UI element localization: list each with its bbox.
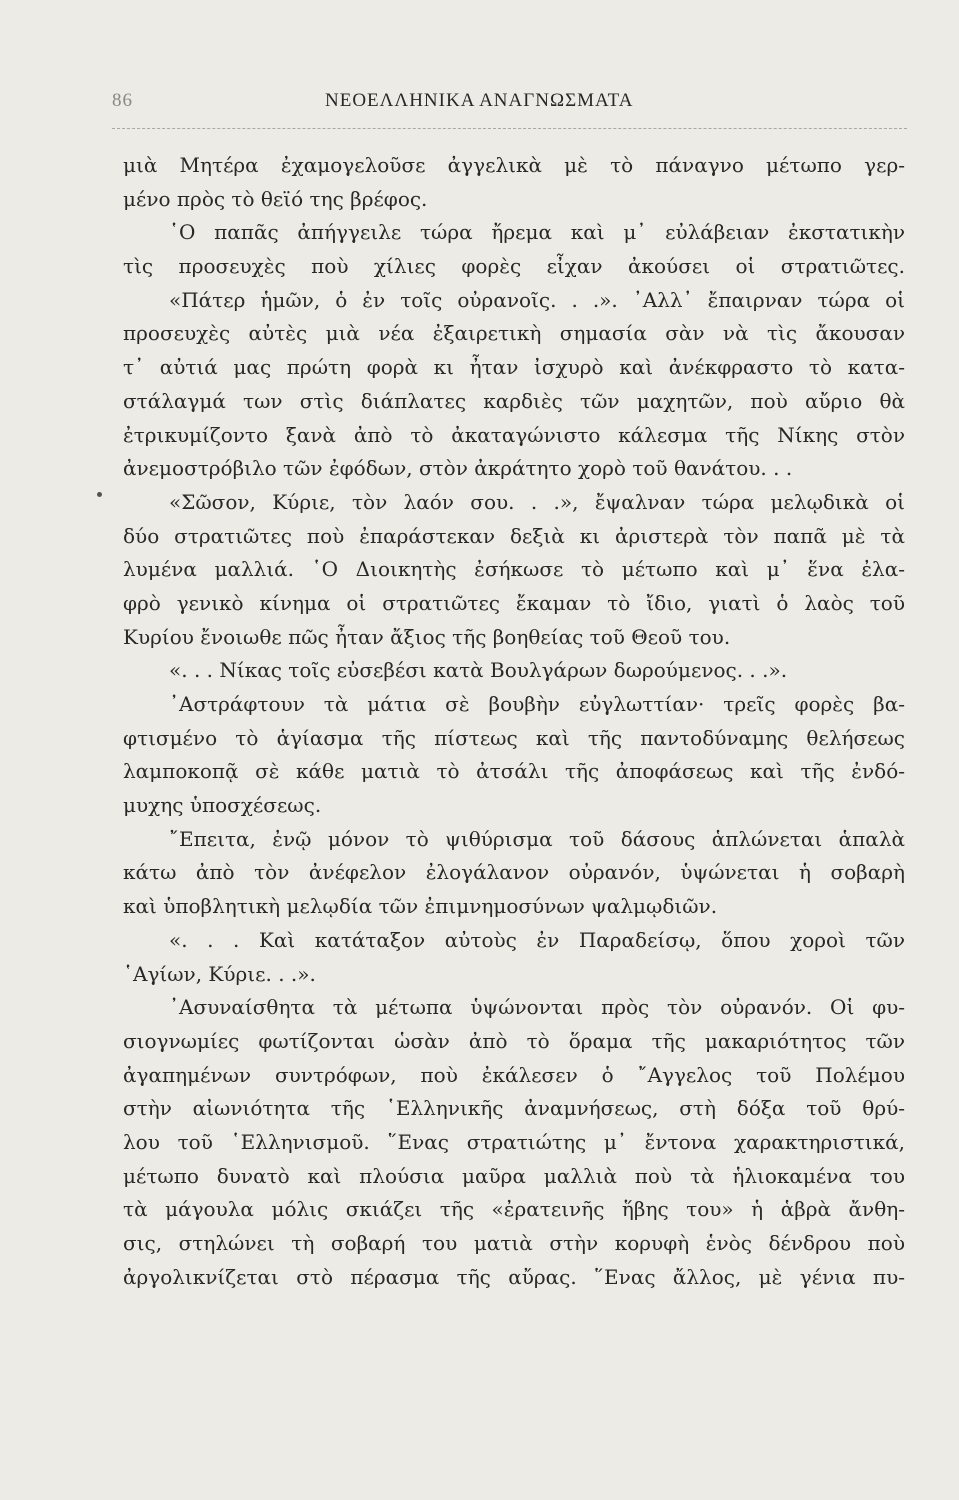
running-head [112, 90, 912, 120]
text-line: μένο πρὸς τὸ θεϊό της βρέφος. [123, 186, 428, 211]
text-line: στὴν αἰωνιότητα τῆς ῾Ελληνικῆς ἀναμνήσεως, στὴ δόξα τοῦ θρύ- [123, 1096, 905, 1121]
text-line: ῾Αγίων, Κύριε. . .». [123, 961, 316, 986]
text-line: κάτω ἀπὸ τὸν ἀνέφελον ἐλογάλανον οὐρανόν, ὑψώνεται ἡ σοβαρὴ [123, 860, 905, 885]
text-line: δύο στρατιῶτες ποὺ ἐπαράστεκαν δεξιὰ κι ἀριστερὰ τὸν παπᾶ μὲ τὰ [123, 523, 905, 548]
text-line: ῎Επειτα, ἐνῷ μόνον τὸ ψιθύρισμα τοῦ δάσους ἁπλώνεται ἁπαλὰ [169, 826, 905, 851]
text-line: Κυρίου ἔνοιωθε πῶς ἦταν ἄξιος τῆς βοηθείας τοῦ Θεοῦ του. [123, 624, 731, 649]
margin-mark [97, 492, 102, 497]
text-line: λαμποκοπᾷ σὲ κάθε ματιὰ τὸ ἀτσάλι τῆς ἀποφάσεως καὶ τῆς ἐνδό- [123, 759, 905, 784]
text-line: ῾Ο παπᾶς ἀπήγγειλε τώρα ἤρεμα καὶ μ᾽ εὐλάβειαν ἐκστατικὴν [169, 220, 905, 245]
text-line: τὰ μάγουλα μόλις σκιάζει τῆς «ἐρατεινῆς ἥβης του» ἡ ἁβρὰ ἄνθη- [123, 1197, 905, 1222]
text-line: προσευχὲς αὐτὲς μιὰ νέα ἐξαιρετικὴ σημασία σὰν νὰ τὶς ἄκουσαν [123, 321, 905, 346]
text-line: «Πάτερ ἡμῶν, ὁ ἐν τοῖς οὐρανοῖς. . .». ᾿Αλλ᾽ ἔπαιρναν τώρα οἱ [169, 287, 905, 312]
text-line: μυχης ὑποσχέσεως. [123, 793, 322, 818]
text-line: ᾿Ασυναίσθητα τὰ μέτωπα ὑψώνονται πρὸς τὸν οὐρανόν. Οἱ φυ- [169, 995, 905, 1020]
text-line: ἀργολικνίζεται στὸ πέρασμα τῆς αὔρας. ῞Ενας ἄλλος, μὲ γένια πυ- [123, 1264, 905, 1289]
text-line: φτισμένο τὸ ἁγίασμα τῆς πίστεως καὶ τῆς παντοδύναμης θελήσεως [123, 725, 905, 750]
header-rule [112, 128, 907, 129]
text-line: καὶ ὑποβλητικὴ μελῳδία τῶν ἐπιμνημοσύνων ψαλμῳδιῶν. [123, 894, 718, 919]
text-line: στάλαγμά των στὶς διάπλατες καρδιὲς τῶν μαχητῶν, ποὺ αὔριο θὰ [123, 388, 905, 413]
running-title: ΝΕΟΕΛΛΗΝΙΚΑ ΑΝΑΓΝΩΣΜΑΤΑ [325, 90, 634, 111]
page-number: 86 [112, 90, 133, 111]
text-line: λου τοῦ ῾Ελληνισμοῦ. ῞Ενας στρατιώτης μ᾽ ἔντονα χαρακτηριστικά, [123, 1129, 905, 1154]
body-text [123, 149, 905, 1294]
text-line: σιογνωμίες φωτίζονται ὡσὰν ἀπὸ τὸ ὅραμα τῆς μακαριότητος τῶν [123, 1028, 905, 1053]
text-line: σις, στηλώνει τὴ σοβαρή του ματιὰ στὴν κορυφὴ ἑνὸς δένδρου ποὺ [123, 1231, 905, 1255]
text-line: ᾿Αστράφτουν τὰ μάτια σὲ βουβὴν εὐγλωττίαν· τρεῖς φορὲς βα- [169, 692, 905, 716]
text-line: ἀνεμοστρόβιλο τῶν ἐφόδων, στὸν ἀκράτητο χορὸ τοῦ θανάτου. . . [123, 456, 793, 481]
text-line: μιὰ Μητέρα ἐχαμογελοῦσε ἀγγελικὰ μὲ τὸ πάναγνο μέτωπο γερ- [123, 153, 905, 177]
text-line: «Σῶσον, Κύριε, τὸν λαόν σου. . .», ἔψαλναν τώρα μελῳδικὰ οἱ [169, 489, 905, 514]
text-line: ἀγαπημένων συντρόφων, ποὺ ἐκάλεσεν ὁ ῎Αγγελος τοῦ Πολέμου [123, 1062, 905, 1087]
text-line: τ᾽ αὐτιά μας πρώτη φορὰ κι ἦταν ἰσχυρὸ καὶ ἀνέκφραστο τὸ κατα- [123, 355, 905, 380]
text-line: «. . . Νίκας τοῖς εὐσεβέσι κατὰ Βουλγάρων δωρούμενος. . .». [169, 658, 788, 683]
text-line: φρὸ γενικὸ κίνημα οἱ στρατιῶτες ἔκαμαν τὸ ἴδιο, γιατὶ ὁ λαὸς τοῦ [123, 590, 905, 615]
text-line: τὶς προσευχὲς ποὺ χίλιες φορὲς εἶχαν ἀκούσει οἱ στρατιῶτες. [123, 254, 905, 279]
text-line: λυμένα μαλλιά. ῾Ο Διοικητὴς ἐσήκωσε τὸ μέτωπο καὶ μ᾽ ἕνα ἐλα- [123, 557, 905, 582]
text-line: μέτωπο δυνατὸ καὶ πλούσια μαῦρα μαλλιὰ ποὺ τὰ ἡλιοκαμένα του [123, 1163, 905, 1188]
text-line: «. . . Καὶ κατάταξον αὐτοὺς ἐν Παραδείσῳ, ὅπου χοροὶ τῶν [169, 927, 905, 952]
text-line: ἐτρικυμίζοντο ξανὰ ἀπὸ τὸ ἀκαταγώνιστο κάλεσμα τῆς Νίκης στὸν [123, 422, 905, 447]
